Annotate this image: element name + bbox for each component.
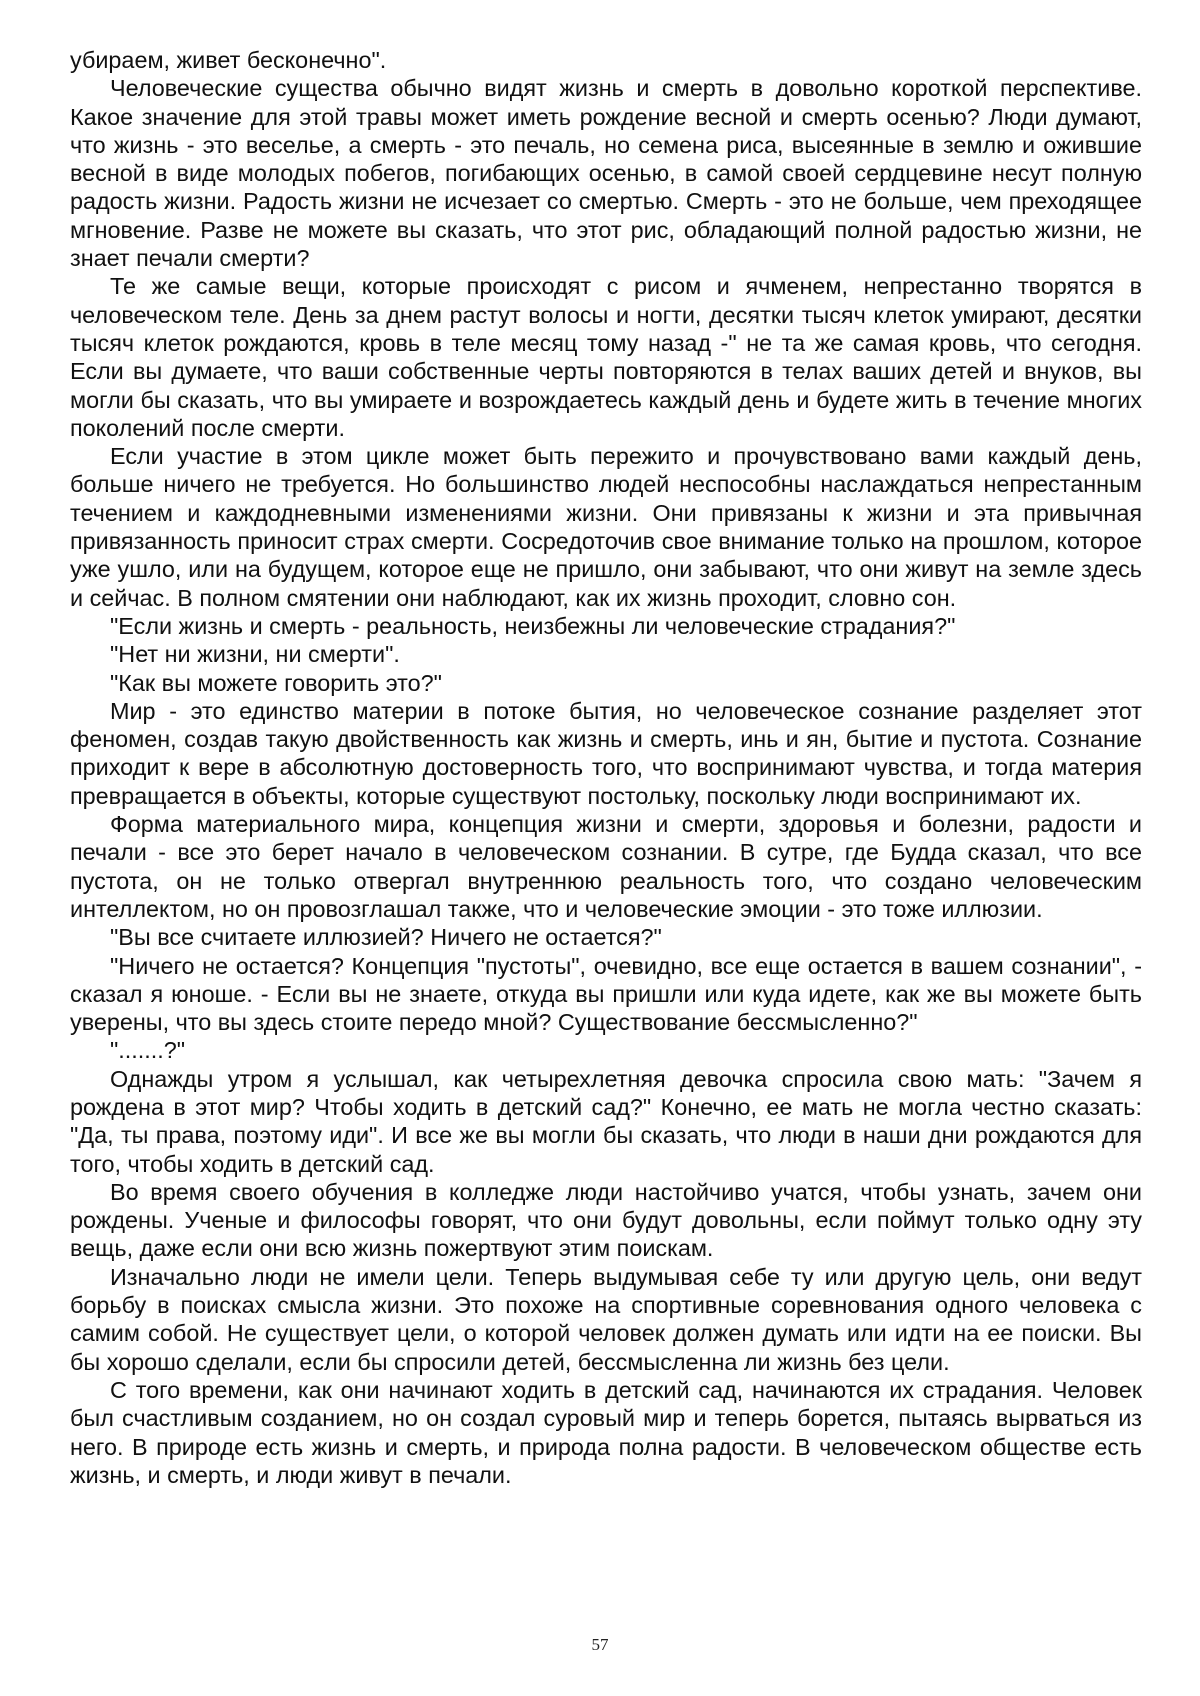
paragraph: Человеческие существа обычно видят жизнь и смерть в довольно короткой перспективе. Какое значение для этой травы может иметь рождение весной и смерть осенью? Люди думают, что жизнь - это веселье, а смерть - это печаль, но семена риса, высеянные в землю и ожившие весной в виде молодых побегов, погибающих осенью, в самой своей сердцевине несут полную радость жизни. Радость жизни не исчезает со смертью. Смерть - это не больше, чем преходящее мгновение. Разве не можете вы сказать, что этот рис, обладающий полной радостью жизни, не знает печали смерти? — [70, 75, 1142, 272]
paragraph: Во время своего обучения в колледже люди настойчиво учатся, чтобы узнать, зачем они рождены. Ученые и философы говорят, что они будут довольны, если поймут только одну эту вещь, даже если они всю жизнь пожертвуют этим поискам. — [70, 1178, 1142, 1262]
quote-line: "Как вы можете говорить это?" — [110, 669, 442, 696]
quote-line: ".......?" — [110, 1037, 186, 1064]
paragraph: Однажды утром я услышал, как четырехлетняя девочка спросила свою мать: "Зачем я рождена в этот мир? Чтобы ходить в детский сад?" Конечно, ее мать не могла честно сказать: "Да, ты права, поэтому иди". И все же вы могли бы сказать, что люди в наши дни рождаются для того, чтобы ходить в детский сад. — [70, 1065, 1142, 1177]
paragraph: С того времени, как они начинают ходить в детский сад, начинаются их страдания. Человек был счастливым созданием, но он создал суровый мир и теперь борется, пытаясь вырваться из него. В природе есть жизнь и смерть, и природа полна радости. В человеческом обществе есть жизнь, и смерть, и люди живут в печали. — [70, 1376, 1142, 1488]
paragraph: Те же самые вещи, которые происходят с рисом и ячменем, непрестанно творятся в человеческом теле. День за днем растут волосы и ногти, десятки тысяч клеток умирают, десятки тысяч клеток рождаются, кровь в теле месяц тому назад -" не та же самая кровь, что сегодня. Если вы думаете, что ваши собственные черты повторяются в телах ваших детей и внуков, вы могли бы сказать, что вы умираете и возрождаетесь каждый день и будете жить в течение многих поколений после смерти. — [70, 273, 1142, 441]
paragraph: Изначально люди не имели цели. Теперь выдумывая себе ту или другую цель, они ведут борьбу в поисках смысла жизни. Это похоже на спортивные соревнования одного человека с самим собой. Не существует цели, о которой человек должен думать или идти на ее поиски. Вы бы хорошо сделали, если бы спросили детей, бессмысленна ли жизнь без цели. — [70, 1263, 1142, 1375]
quote-line: "Если жизнь и смерть - реальность, неизбежны ли человеческие страдания?" — [110, 612, 956, 639]
paragraph: Мир - это единство материи в потоке бытия, но человеческое сознание разделяет этот феномен, создав такую двойственность как жизнь и смерть, инь и ян, бытие и пустота. Сознание приходит к вере в абсолютную достоверность того, что воспринимают чувства, и тогда материя превращается в объекты, которые существуют постольку, поскольку люди воспринимают их. — [70, 697, 1142, 809]
paragraph: Форма материального мира, концепция жизни и смерти, здоровья и болезни, радости и печали - все это берет начало в человеческом сознании. В сутре, где Будда сказал, что все пустота, он не только отвергал внутреннюю реальность того, что создано человеческим интеллектом, но он провозглашал также, что и человеческие эмоции - это тоже иллюзии. — [70, 811, 1142, 922]
paragraph: убираем, живет бесконечно". — [70, 47, 387, 73]
quote-line: "Нет ни жизни, ни смерти". — [110, 641, 400, 668]
page-body — [70, 46, 1142, 1489]
quote-line: "Вы все считаете иллюзией? Ничего не остается?" — [110, 924, 662, 951]
paragraph: "Ничего не остается? Концепция "пустоты", очевидно, все еще остается в вашем сознании", - сказал я юноше. - Если вы не знаете, откуда вы пришли или куда идете, как же вы можете быть уверены, что вы здесь стоите передо мной? Существование бессмысленно?" — [70, 952, 1142, 1036]
page-number: 57 — [591, 1635, 609, 1654]
paragraph: Если участие в этом цикле может быть пережито и прочувствовано вами каждый день, больше ничего не требуется. Но большинство людей неспособны наслаждаться непрестанным течением и каждодневными изменениями жизни. Они привязаны к жизни и эта привычная привязанность приносит страх смерти. Сосредоточив свое внимание только на прошлом, которое уже ушло, или на будущем, которое еще не пришло, они забывают, что они живут на земле здесь и сейчас. В полном смятении они наблюдают, как их жизнь проходит, словно сон. — [70, 443, 1142, 611]
